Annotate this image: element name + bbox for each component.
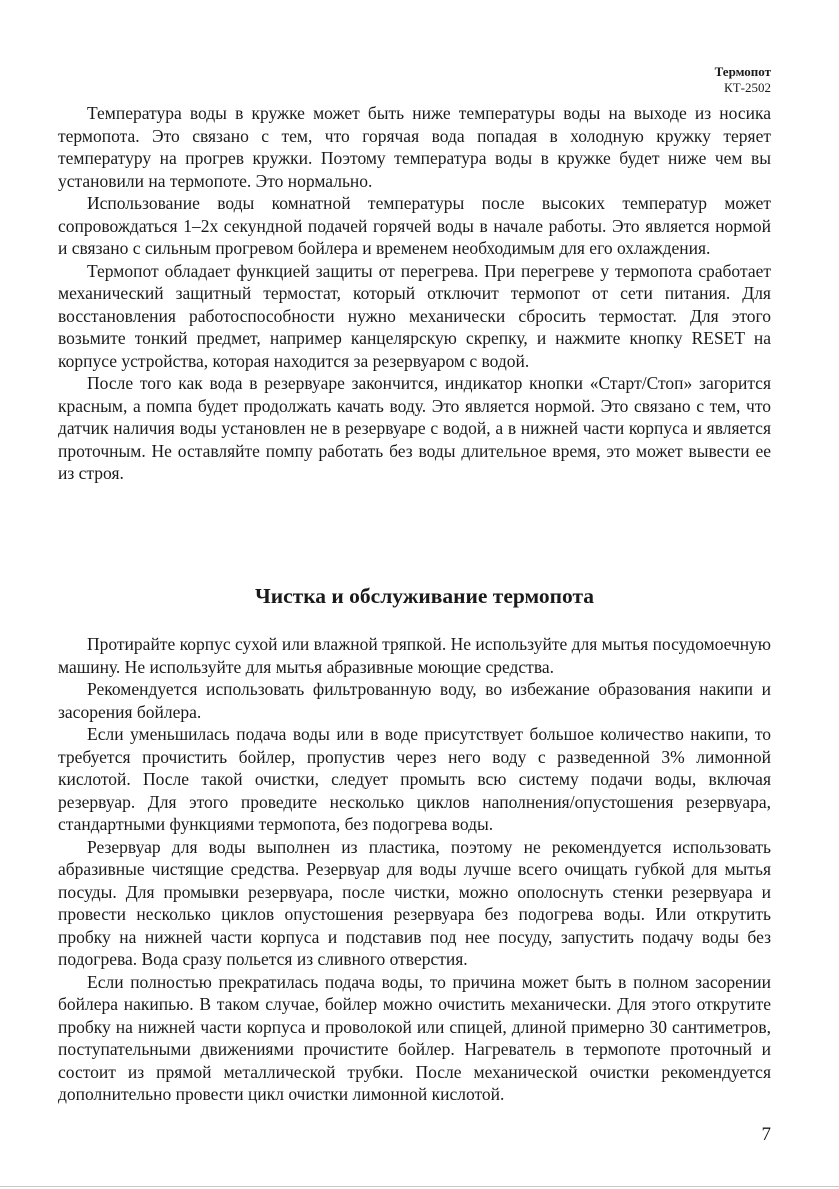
page-number: 7 [761,1124,771,1145]
paragraph: Температура воды в кружке может быть ниже температуры воды на выходе из носика термопота. Это связано с тем, что горячая вода попадая в холодную кружку теряет температуру на прогрев кружки. Поэтому температура воды в кружке будет ниже чем вы установили на термопоте. Это нормально. [58,103,771,191]
section-heading: Чистка и обслуживание термопота [254,584,595,608]
paragraph: Протирайте корпус сухой или влажной тряпкой. Не используйте для мытья посудомоечную машину. Не используйте для мытья абразивные моющие средства. [58,634,771,677]
section-intro [58,102,771,485]
header-title: Термопот [714,64,771,79]
paragraph: Резервуар для воды выполнен из пластика, поэтому не рекомендуется использовать абразивные чистящие средства. Резервуар для воды лучше всего очищать губкой для мытья посуды. Для промывки резервуара, после чистки, можно ополоснуть стенки резервуара и провести несколько циклов опустошения резервуара без подогрева воды. Или открутить пробку на нижней части корпуса и подставив под нее посуду, запустить подачу воды без подогрева. Вода сразу польется из сливного отверстия. [58,836,771,969]
running-header [715,64,771,96]
header-model: КТ-2502 [724,80,771,95]
page-edge-divider [0,1186,839,1187]
paragraph: После того как вода в резервуаре закончится, индикатор кнопки «Старт/Стоп» загорится красным, а помпа будет продолжать качать воду. Это является нормой. Это связано с тем, что датчик наличия воды установлен не в резервуаре с водой, а в нижней части корпуса и является проточным. Не оставляйте помпу работать без воды длительное время, это может вывести ее из строя. [58,373,771,483]
paragraph: Рекомендуется использовать фильтрованную воду, во избежание образования накипи и засорения бойлера. [58,679,771,722]
section-cleaning [58,633,771,1106]
paragraph: Если уменьшилась подача воды или в воде присутствует большое количество накипи, то требуется прочистить бойлер, пропустив через него воду с разведенной 3% лимонной кислотой. После такой очистки, следует промыть всю систему подачи воды, включая резервуар. Для этого проведите несколько циклов наполнения/опустошения резервуара, стандартными функциями термопота, без подогрева воды. [58,724,771,834]
paragraph: Использование воды комнатной температуры после высоких температур может сопровождаться 1–2х секундной подачей горячей воды в начале работы. Это является нормой и связано с сильным прогревом бойлера и временем необходимым для его охлаждения. [58,193,771,258]
paragraph: Если полностью прекратилась подача воды, то причина может быть в полном засорении бойлера накипью. В таком случае, бойлер можно очистить механически. Для этого открутите пробку на нижней части корпуса и проволокой или спицей, длиной примерно 30 сантиметров, поступательными движениями прочистите бойлер. Нагреватель в термопоте проточный и состоит из прямой металлической трубки. После механической очистки рекомендуется дополнительно провести цикл очистки лимонной кислотой. [58,971,771,1104]
paragraph: Термопот обладает функцией защиты от перегрева. При перегреве у термопота сработает механический защитный термостат, который отключит термопот от сети питания. Для восстановления работоспособности нужно механически сбросить термостат. Для этого возьмите тонкий предмет, например канцелярскую скрепку, и нажмите кнопку RESET на корпусе устройства, которая находится за резервуаром с водой. [58,260,771,371]
